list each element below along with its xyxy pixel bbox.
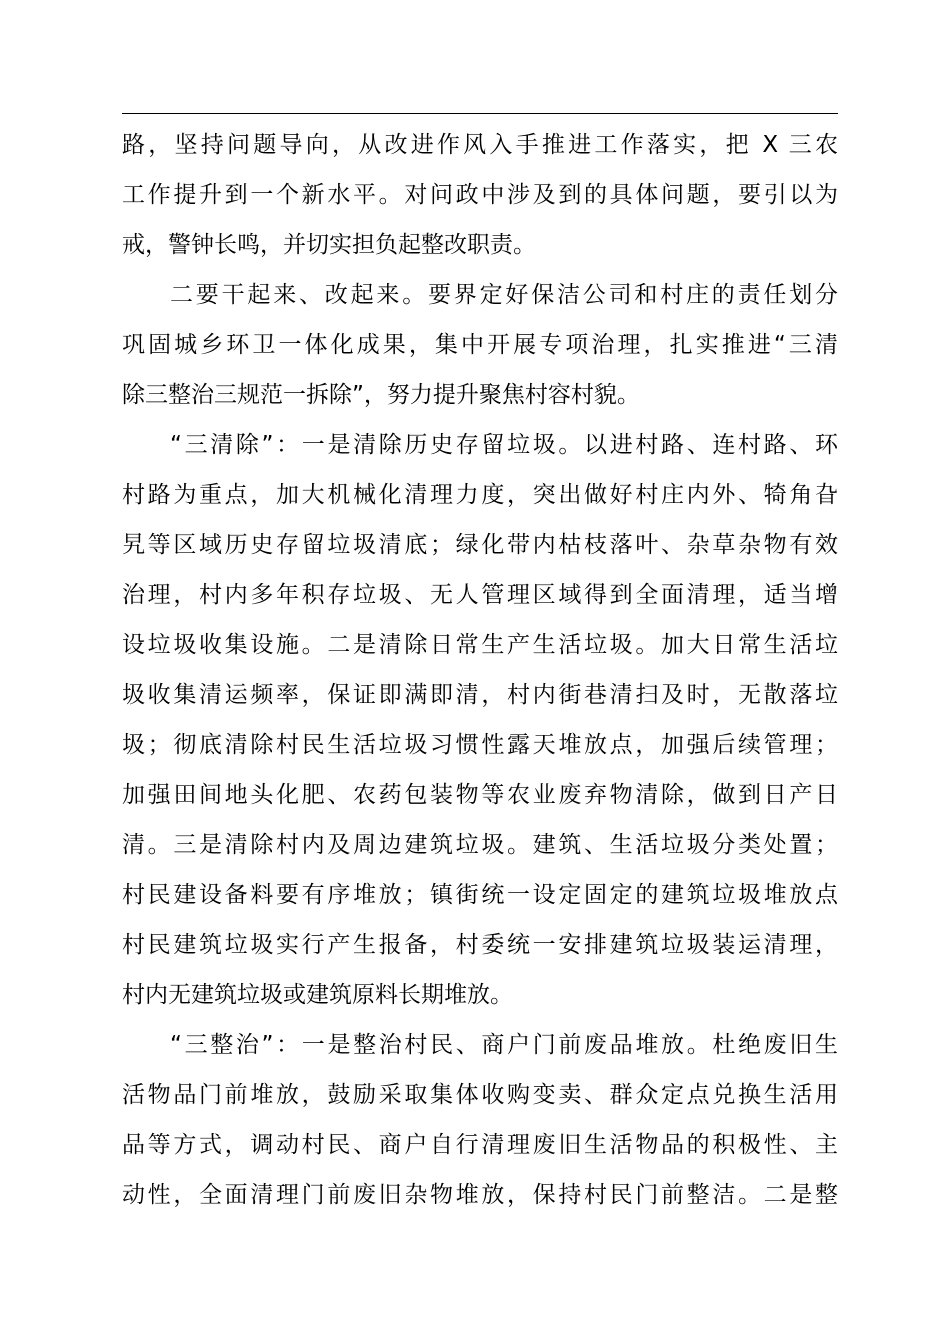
- body-line: “三清除”：一是清除历史存留垃圾。以进村路、连村路、环: [170, 432, 838, 458]
- body-line: 戒，警钟长鸣，并切实担负起整改职责。: [122, 232, 536, 258]
- body-line: 除三整治三规范一拆除”，努力提升聚焦村容村貌。: [122, 382, 640, 408]
- body-line: 圾收集清运频率，保证即满即清，村内街巷清扫及时，无散落垃: [122, 682, 838, 708]
- body-line: 村民建筑垃圾实行产生报备，村委统一安排建筑垃圾装运清理，: [122, 932, 838, 958]
- header-divider: [122, 113, 838, 114]
- body-line: 旯等区域历史存留垃圾清底；绿化带内枯枝落叶、杂草杂物有效: [122, 532, 838, 558]
- body-line: 圾；彻底清除村民生活垃圾习惯性露天堆放点，加强后续管理；: [122, 732, 838, 758]
- body-line: 巩固城乡环卫一体化成果，集中开展专项治理，扎实推进“三清: [122, 332, 838, 358]
- body-line: 村路为重点，加大机械化清理力度，突出做好村庄内外、犄角旮: [122, 482, 838, 508]
- body-line: 村民建设备料要有序堆放；镇街统一设定固定的建筑垃圾堆放点: [122, 882, 838, 908]
- body-line: 加强田间地头化肥、农药包装物等农业废弃物清除，做到日产日: [122, 782, 838, 808]
- body-line: “三整治”：一是整治村民、商户门前废品堆放。杜绝废旧生: [170, 1032, 838, 1058]
- body-line: 治理，村内多年积存垃圾、无人管理区域得到全面清理，适当增: [122, 582, 838, 608]
- body-line: 活物品门前堆放，鼓励采取集体收购变卖、群众定点兑换生活用: [122, 1082, 838, 1108]
- body-line: 二要干起来、改起来。要界定好保洁公司和村庄的责任划分: [170, 282, 838, 308]
- document-body: [122, 120, 838, 1220]
- body-line: 品等方式，调动村民、商户自行清理废旧生活物品的积极性、主: [122, 1132, 838, 1158]
- body-line: 路，坚持问题导向，从改进作风入手推进工作落实，把 X 三农: [122, 132, 838, 158]
- body-line: 动性，全面清理门前废旧杂物堆放，保持村民门前整洁。二是整: [122, 1182, 838, 1208]
- body-line: 设垃圾收集设施。二是清除日常生产生活垃圾。加大日常生活垃: [122, 632, 838, 658]
- body-line: 工作提升到一个新水平。对问政中涉及到的具体问题，要引以为: [122, 182, 838, 208]
- body-line: 村内无建筑垃圾或建筑原料长期堆放。: [122, 982, 513, 1008]
- body-line: 清。三是清除村内及周边建筑垃圾。建筑、生活垃圾分类处置；: [122, 832, 838, 858]
